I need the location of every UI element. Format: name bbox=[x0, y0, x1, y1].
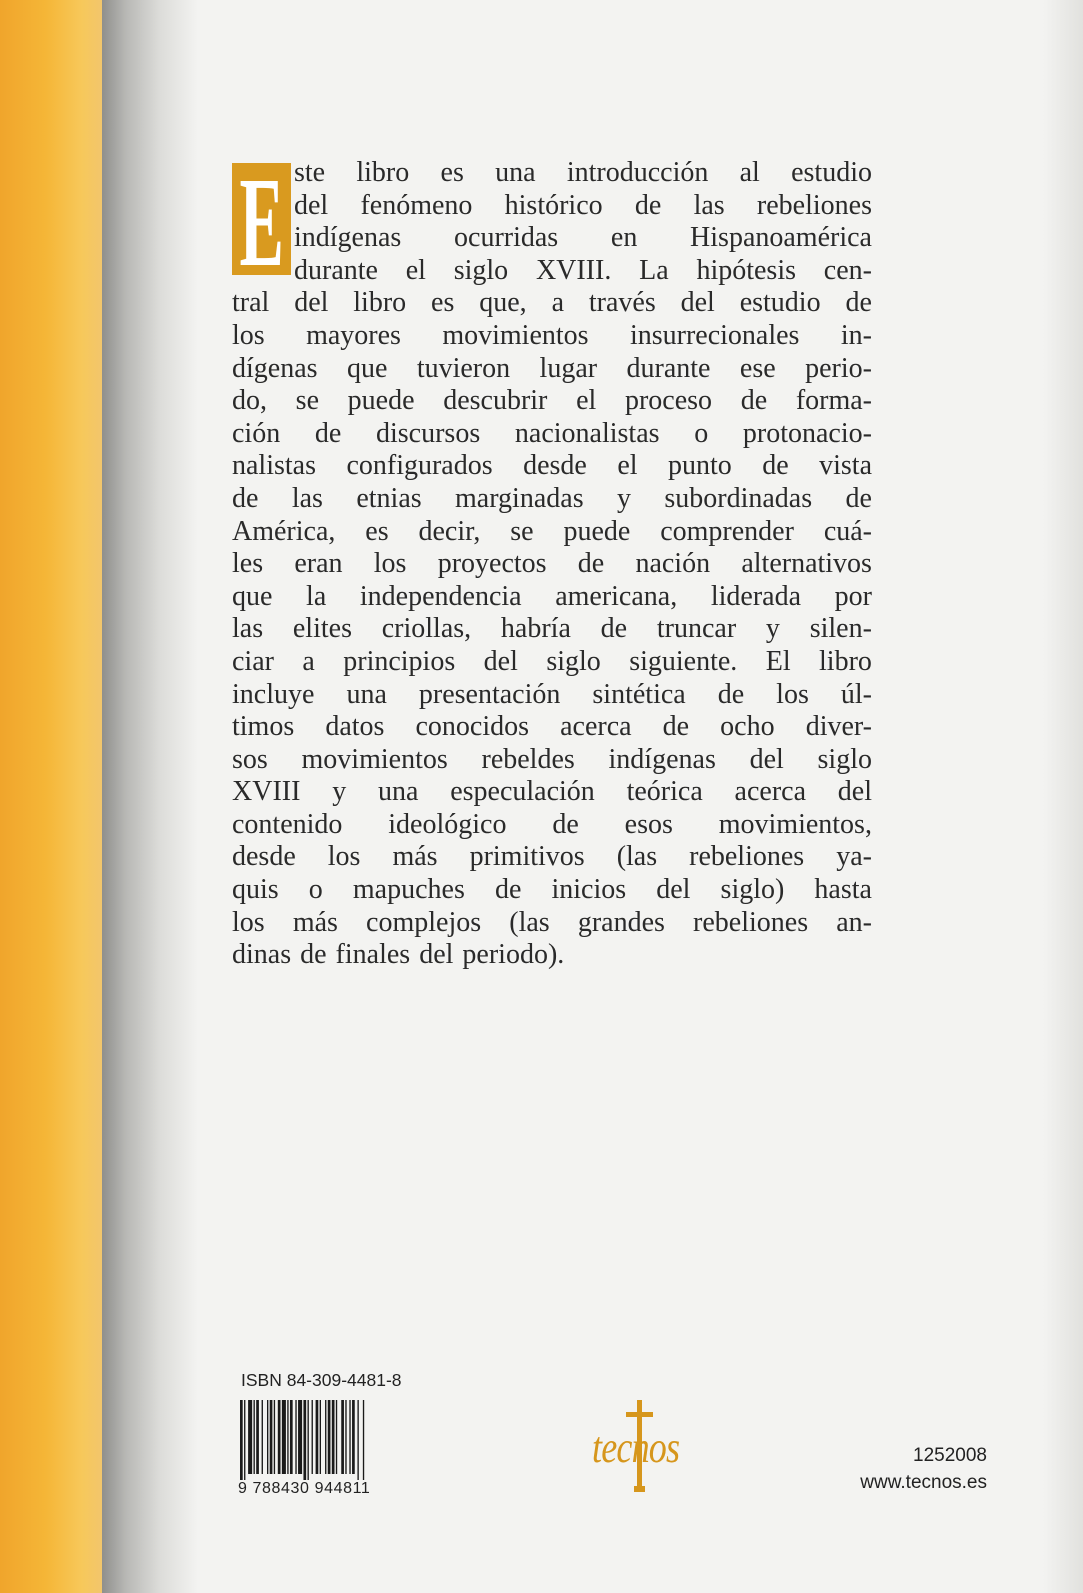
blurb-word: rebeliones bbox=[756, 189, 872, 221]
blurb-word: diver- bbox=[805, 711, 872, 743]
blurb-word: decir, bbox=[418, 515, 481, 547]
blurb-word: ción bbox=[232, 417, 281, 449]
blurb-lines bbox=[232, 157, 872, 972]
blurb-word: más bbox=[292, 906, 338, 938]
blurb-word: habría bbox=[500, 613, 571, 645]
blurb-word: proyectos bbox=[437, 548, 547, 580]
barcode-digits: 9 788430 944811 bbox=[238, 1480, 371, 1497]
blurb-word: las bbox=[693, 189, 725, 221]
blurb-word: XVIII. bbox=[535, 254, 612, 286]
blurb-word: tuvieron bbox=[416, 352, 511, 384]
blurb-word: siglo) bbox=[720, 874, 785, 906]
blurb-word: ese bbox=[739, 352, 776, 384]
blurb-line bbox=[232, 287, 872, 320]
blurb-word: del bbox=[483, 645, 518, 677]
blurb-word: las bbox=[232, 613, 264, 645]
blurb-word: in- bbox=[840, 319, 872, 351]
blurb-word: de bbox=[577, 548, 605, 580]
blurb-word: de bbox=[740, 385, 768, 417]
blurb-word: punto bbox=[667, 450, 732, 482]
blurb-word: de bbox=[300, 939, 327, 971]
blurb-word: presentación bbox=[418, 678, 561, 710]
blurb-word: ste bbox=[294, 157, 326, 188]
blurb-line bbox=[232, 907, 872, 940]
blurb-word: los bbox=[327, 841, 361, 873]
blurb-word: timos bbox=[232, 711, 295, 743]
blurb-word: indígenas bbox=[608, 743, 716, 775]
blurb-word: teórica bbox=[626, 776, 703, 808]
blurb-word: a bbox=[551, 287, 564, 319]
blurb-word: el bbox=[617, 450, 638, 482]
blurb-word: americana, bbox=[555, 580, 678, 612]
blurb-word: desde bbox=[232, 841, 296, 873]
publisher-logo-text: tecnos bbox=[592, 1423, 680, 1472]
blurb-word: los bbox=[232, 906, 265, 938]
blurb-word: una bbox=[495, 157, 536, 188]
blurb-word: nalistas bbox=[232, 450, 316, 482]
blurb-text bbox=[232, 157, 872, 972]
blurb-word: forma- bbox=[795, 385, 872, 417]
blurb-word: conocidos bbox=[415, 711, 530, 743]
blurb-word: movimientos bbox=[301, 743, 448, 775]
blurb-word: vista bbox=[819, 450, 872, 482]
blurb-word: inicios bbox=[551, 874, 627, 906]
blurb-word: de bbox=[552, 808, 579, 840]
blurb-word: Hispanoamérica bbox=[690, 222, 872, 254]
blurb-word: de bbox=[232, 482, 259, 514]
blurb-word: se bbox=[510, 515, 534, 547]
blurb-word: mapuches bbox=[352, 874, 465, 906]
blurb-line bbox=[232, 418, 872, 451]
blurb-line bbox=[232, 646, 872, 679]
blurb-word: sos bbox=[232, 743, 268, 775]
blurb-word: América, bbox=[232, 515, 336, 547]
blurb-line bbox=[232, 874, 872, 907]
blurb-word: XVIII bbox=[232, 776, 301, 808]
blurb-word: hasta bbox=[814, 874, 872, 906]
blurb-word: descubrir bbox=[443, 385, 548, 417]
product-code: 1252008 bbox=[913, 1445, 987, 1466]
blurb-word: cuá- bbox=[823, 515, 872, 547]
right-edge-shade bbox=[1043, 0, 1083, 1593]
blurb-word: sintética bbox=[592, 678, 686, 710]
blurb-word: se bbox=[295, 385, 319, 417]
blurb-word: a bbox=[302, 645, 315, 677]
blurb-word: grandes bbox=[577, 906, 665, 938]
blurb-word: ciar bbox=[232, 645, 274, 677]
blurb-word: dígenas bbox=[232, 352, 318, 384]
blurb-word: más bbox=[392, 841, 438, 873]
blurb-line bbox=[294, 222, 872, 255]
blurb-word: liderada bbox=[710, 580, 801, 612]
blurb-word: del bbox=[419, 939, 454, 971]
blurb-word: de bbox=[314, 417, 342, 449]
blurb-word: de bbox=[845, 287, 872, 319]
isbn-label: ISBN 84-309-4481-8 bbox=[241, 1370, 402, 1390]
blurb-word: del bbox=[837, 776, 872, 808]
blurb-word: el bbox=[405, 254, 426, 286]
blurb-line bbox=[232, 744, 872, 777]
blurb-word: les bbox=[232, 548, 264, 580]
blurb-word: histórico bbox=[504, 189, 603, 221]
cover-spine-band bbox=[0, 0, 102, 1593]
blurb-word: de bbox=[494, 874, 522, 906]
blurb-word: independencia bbox=[359, 580, 522, 612]
blurb-word: al bbox=[739, 157, 760, 188]
blurb-word: durante bbox=[294, 254, 378, 286]
blurb-line bbox=[232, 939, 872, 972]
blurb-word: una bbox=[346, 678, 387, 710]
blurb-word: tral bbox=[232, 287, 270, 319]
blurb-word: puede bbox=[347, 385, 415, 417]
blurb-line bbox=[232, 385, 872, 418]
blurb-word: alternativos bbox=[741, 548, 872, 580]
blurb-word: de bbox=[762, 450, 789, 482]
blurb-line bbox=[232, 548, 872, 581]
blurb-word: del bbox=[294, 287, 329, 319]
blurb-word: o bbox=[694, 417, 709, 449]
blurb-word: introducción bbox=[566, 157, 709, 188]
blurb-word: cen- bbox=[823, 254, 872, 286]
blurb-word: de bbox=[600, 613, 628, 645]
blurb-word: de bbox=[845, 482, 872, 514]
blurb-line bbox=[232, 483, 872, 516]
blurb-line bbox=[232, 353, 872, 386]
blurb-word: ya- bbox=[836, 841, 872, 873]
blurb-word: ocurridas bbox=[454, 222, 559, 254]
blurb-line bbox=[232, 809, 872, 842]
blurb-word: indígenas bbox=[294, 222, 402, 254]
blurb-word: especulación bbox=[450, 776, 595, 808]
blurb-word: etnias bbox=[356, 482, 422, 514]
blurb-word: configurados bbox=[346, 450, 493, 482]
blurb-word: siglo bbox=[546, 645, 601, 677]
blurb-word: libro bbox=[819, 645, 872, 677]
blurb-word: de bbox=[662, 711, 690, 743]
blurb-word: truncar bbox=[656, 613, 737, 645]
blurb-word: la bbox=[306, 580, 327, 612]
blurb-word: esos bbox=[624, 808, 673, 840]
blurb-word: rebeldes bbox=[481, 743, 575, 775]
blurb-word: complejos bbox=[366, 906, 482, 938]
blurb-word: libro bbox=[353, 287, 407, 319]
blurb-word: que bbox=[346, 352, 388, 384]
spine-shadow bbox=[102, 0, 198, 1593]
blurb-line bbox=[232, 711, 872, 744]
blurb-word: do, bbox=[232, 385, 267, 417]
blurb-word: eran bbox=[294, 548, 343, 580]
barcode bbox=[238, 1400, 414, 1480]
blurb-word: datos bbox=[325, 711, 385, 743]
blurb-word: La bbox=[639, 254, 669, 286]
blurb-word: proceso bbox=[624, 385, 713, 417]
blurb-word: puede bbox=[563, 515, 631, 547]
blurb-word: acerca bbox=[560, 711, 632, 743]
blurb-word: que bbox=[232, 580, 273, 612]
blurb-word: siglo bbox=[453, 254, 509, 286]
blurb-word: través bbox=[588, 287, 656, 319]
blurb-line bbox=[232, 841, 872, 874]
blurb-word: del bbox=[294, 189, 329, 221]
blurb-word: y bbox=[332, 776, 347, 808]
blurb-word: subordinadas bbox=[664, 482, 813, 514]
blurb-line bbox=[294, 255, 872, 288]
blurb-word: (las bbox=[616, 841, 658, 873]
blurb-word: rebeliones bbox=[693, 906, 809, 938]
blurb-word: durante bbox=[626, 352, 711, 384]
blurb-word: principios bbox=[343, 645, 456, 677]
blurb-word: primitivos bbox=[469, 841, 585, 873]
drop-cap: E bbox=[232, 163, 291, 275]
blurb-word: los bbox=[232, 319, 265, 351]
publisher-website: www.tecnos.es bbox=[860, 1472, 987, 1493]
blurb-line bbox=[232, 776, 872, 809]
blurb-word: comprender bbox=[660, 515, 794, 547]
blurb-word: estudio bbox=[739, 287, 821, 319]
blurb-word: ocho bbox=[720, 711, 775, 743]
blurb-word: siglo bbox=[817, 743, 872, 775]
blurb-line bbox=[232, 581, 872, 614]
blurb-word: movimientos bbox=[442, 319, 589, 351]
blurb-word: (las bbox=[509, 906, 550, 938]
blurb-word: incluye bbox=[232, 678, 315, 710]
blurb-line bbox=[294, 190, 872, 223]
blurb-word: úl- bbox=[840, 678, 872, 710]
blurb-word: criollas, bbox=[381, 613, 472, 645]
blurb-word: insurrecionales bbox=[629, 319, 800, 351]
blurb-word: y bbox=[765, 613, 780, 645]
blurb-word: nación bbox=[635, 548, 711, 580]
blurb-word: en bbox=[610, 222, 638, 254]
blurb-word: y bbox=[616, 482, 631, 514]
blurb-word: o bbox=[308, 874, 323, 906]
blurb-word: fenómeno bbox=[360, 189, 473, 221]
blurb-word: protonacio- bbox=[742, 417, 872, 449]
blurb-word: contenido bbox=[232, 808, 343, 840]
blurb-word: elites bbox=[292, 613, 352, 645]
blurb-word: hipótesis bbox=[696, 254, 796, 286]
blurb-line bbox=[232, 679, 872, 712]
blurb-word: ideológico bbox=[388, 808, 507, 840]
blurb-line bbox=[232, 320, 872, 353]
blurb-word: las bbox=[291, 482, 323, 514]
blurb-word: quis bbox=[232, 874, 279, 906]
blurb-word: marginadas bbox=[455, 482, 584, 514]
blurb-word: del bbox=[656, 874, 691, 906]
blurb-word: los bbox=[373, 548, 407, 580]
blurb-word: de bbox=[717, 678, 745, 710]
blurb-word: dinas bbox=[232, 939, 292, 971]
blurb-word: que, bbox=[479, 287, 527, 319]
blurb-line bbox=[232, 516, 872, 549]
blurb-word: silen- bbox=[809, 613, 872, 645]
blurb-word: de bbox=[634, 189, 662, 221]
blurb-word: desde bbox=[523, 450, 587, 482]
blurb-word: es bbox=[440, 157, 464, 188]
blurb-word: siguiente. bbox=[629, 645, 738, 677]
blurb-word: el bbox=[576, 385, 597, 417]
blurb-line bbox=[232, 450, 872, 483]
blurb-word: los bbox=[776, 678, 809, 710]
blurb-line bbox=[232, 613, 872, 646]
blurb-word: acerca bbox=[734, 776, 806, 808]
blurb-word: nacionalistas bbox=[514, 417, 660, 449]
blurb-line bbox=[294, 157, 872, 190]
blurb-word: discursos bbox=[376, 417, 481, 449]
blurb-word: es bbox=[431, 287, 455, 319]
blurb-word: del bbox=[680, 287, 715, 319]
blurb-word: movimientos, bbox=[718, 808, 872, 840]
blurb-word: finales bbox=[335, 939, 411, 971]
blurb-word: mayores bbox=[306, 319, 401, 351]
blurb-word: an- bbox=[836, 906, 872, 938]
blurb-word: una bbox=[377, 776, 419, 808]
blurb-word: por bbox=[834, 580, 872, 612]
blurb-word: perio- bbox=[805, 352, 872, 384]
blurb-word: lugar bbox=[539, 352, 598, 384]
blurb-word: del bbox=[749, 743, 784, 775]
blurb-word: libro bbox=[356, 157, 410, 188]
blurb-word: periodo). bbox=[462, 939, 565, 971]
blurb-word: rebeliones bbox=[689, 841, 805, 873]
blurb-word: es bbox=[365, 515, 389, 547]
blurb-word: estudio bbox=[791, 157, 872, 188]
blurb-word: El bbox=[765, 645, 791, 677]
